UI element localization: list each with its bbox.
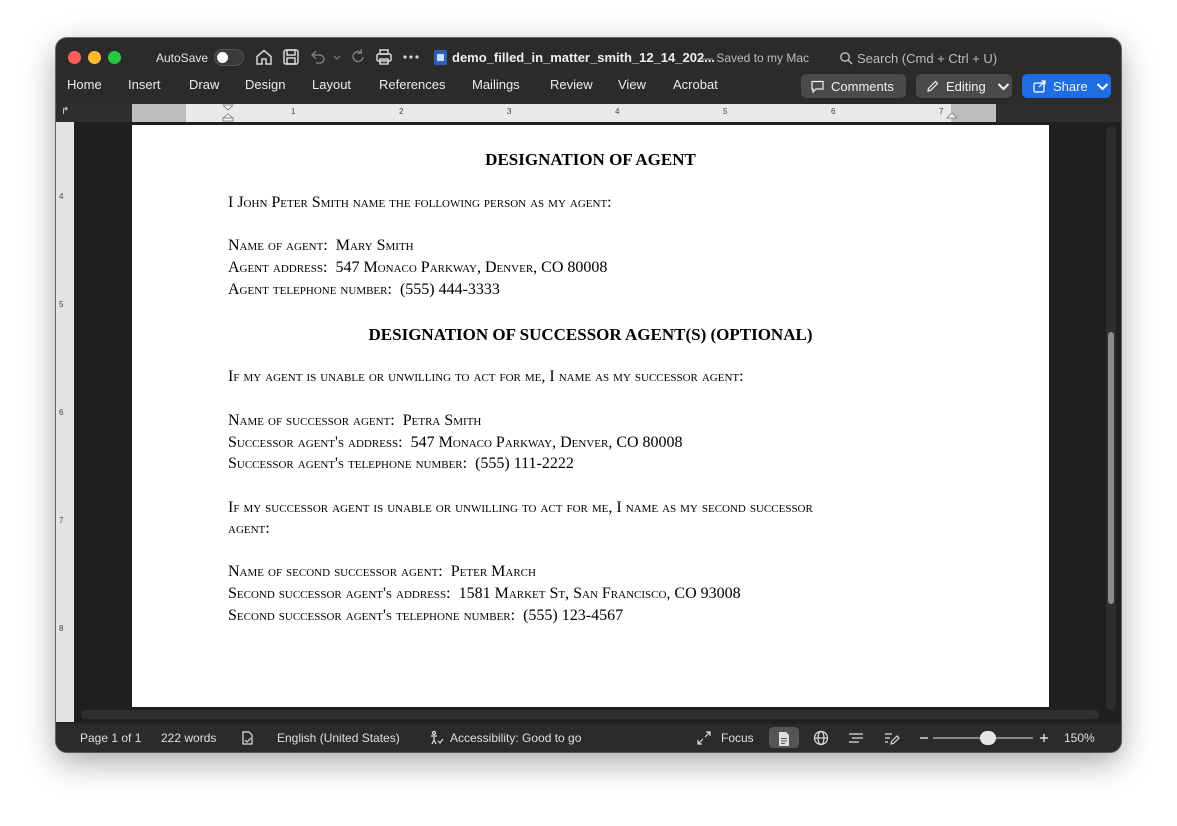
saved-status[interactable]: — Saved to my Mac (701, 51, 810, 65)
successor-address-label: Successor agent's address: (228, 434, 403, 451)
agent-name-label: Name of agent: (228, 237, 328, 254)
language-status[interactable]: English (United States) (277, 731, 400, 745)
successor-name-line (228, 412, 481, 430)
second-phone-line (228, 607, 623, 625)
ruler-number: 3 (507, 107, 512, 116)
ruler-number: 6 (831, 107, 836, 116)
editing-label: Editing (946, 79, 986, 94)
word-window (56, 38, 1121, 752)
chevron-down-icon (996, 79, 1011, 94)
agent-address-label: Agent address: (228, 259, 328, 276)
document-page[interactable] (132, 125, 1049, 707)
tab-insert[interactable]: Insert (128, 77, 161, 92)
second-name-value: Peter March (450, 563, 536, 580)
successor-phone-label: Successor agent's telephone number: (228, 455, 468, 472)
ruler-number: 2 (399, 107, 404, 116)
status-bar (56, 724, 1121, 752)
successor-name-label: Name of successor agent: (228, 412, 395, 429)
tab-references[interactable]: References (379, 77, 446, 92)
undo-icon[interactable] (308, 47, 328, 67)
ruler-text-area (186, 104, 996, 122)
toggle-knob (217, 52, 228, 63)
tab-acrobat[interactable]: Acrobat (673, 77, 718, 92)
second-address-line (228, 585, 741, 603)
successor-phone-value: (555) 111-2222 (475, 455, 574, 472)
tab-layout[interactable]: Layout (312, 77, 352, 92)
save-icon[interactable] (281, 47, 301, 67)
agent-name-value: Mary Smith (335, 237, 414, 254)
ruler-number: 4 (615, 107, 620, 116)
document-title[interactable]: demo_filled_in_matter_smith_12_14_202... (452, 50, 716, 65)
ruler-number: 7 (59, 516, 64, 525)
vertical-ruler[interactable] (56, 122, 74, 722)
ruler-number: 7 (939, 107, 944, 116)
tab-design[interactable]: Design (245, 77, 286, 92)
word-document-icon (434, 50, 447, 65)
print-layout-icon[interactable] (776, 731, 792, 747)
undo-dropdown-chevron-icon[interactable] (327, 47, 339, 67)
zoom-slider-thumb[interactable] (980, 731, 996, 745)
search-icon (839, 51, 853, 65)
agent-address-line (228, 259, 607, 277)
ruler-number: 8 (59, 624, 64, 633)
vertical-scrollbar[interactable] (1106, 126, 1116, 710)
editing-mode-button[interactable] (916, 74, 1012, 98)
document-canvas (74, 122, 1121, 722)
search-placeholder: Search (Cmd + Ctrl + U) (857, 51, 998, 66)
heading-designation-of-agent: DESIGNATION OF AGENT (485, 150, 696, 169)
successor-name-value: Petra Smith (402, 412, 482, 429)
word-count[interactable]: 222 words (161, 731, 217, 745)
tab-mailings[interactable]: Mailings (472, 77, 520, 92)
second-phone-value: (555) 123-4567 (523, 607, 624, 624)
successor-phone-line (228, 455, 574, 473)
successor-intro-text: If my agent is unable or unwilling to act for me, I name as my successor agent: (228, 368, 744, 385)
tab-view[interactable]: View (618, 77, 646, 92)
comment-icon (810, 79, 825, 94)
zoom-window-button[interactable] (108, 51, 121, 64)
tab-home[interactable]: Home (67, 77, 102, 92)
comments-button[interactable] (801, 74, 906, 98)
second-address-label: Second successor agent's address: (228, 585, 451, 602)
ruler-number: 6 (59, 408, 64, 417)
redo-icon[interactable] (348, 47, 368, 67)
agent-intro-text: I John Peter Smith name the following person as my agent: (228, 194, 612, 211)
outline-icon[interactable] (848, 730, 864, 746)
ruler-number: 1 (291, 107, 296, 116)
agent-phone-value: (555) 444-3333 (399, 281, 500, 298)
ruler-number: 5 (59, 300, 64, 309)
agent-address-value: 547 Monaco Parkway, Denver, CO 80008 (335, 259, 608, 276)
horizontal-scrollbar[interactable] (81, 710, 1099, 719)
share-label: Share (1053, 79, 1088, 94)
vertical-scrollbar-thumb[interactable] (1108, 332, 1114, 604)
agent-phone-label: Agent telephone number: (228, 281, 392, 298)
accessibility-icon[interactable] (428, 730, 444, 746)
ribbon-tabs (56, 74, 1121, 104)
home-icon[interactable] (254, 47, 274, 67)
ruler-number: 4 (59, 192, 64, 201)
focus-label[interactable]: Focus (721, 731, 754, 745)
horizontal-ruler[interactable] (56, 104, 1121, 122)
tab-stop-selector-icon[interactable]: ↱ (61, 106, 70, 117)
heading-successor-agents: DESIGNATION OF SUCCESSOR AGENT(S) (OPTIONAL) (368, 325, 813, 344)
autosave-label: AutoSave (156, 51, 209, 65)
ruler-number: 5 (723, 107, 728, 116)
ruler-left-margin (132, 104, 186, 122)
pencil-icon (925, 79, 940, 94)
agent-phone-line (228, 281, 500, 299)
share-button[interactable] (1022, 74, 1111, 98)
print-icon[interactable] (374, 47, 394, 67)
zoom-level[interactable]: 150% (1064, 731, 1095, 745)
close-window-button[interactable] (68, 51, 81, 64)
proofing-icon[interactable] (240, 730, 256, 746)
zoom-in-icon[interactable] (1036, 730, 1052, 746)
focus-icon[interactable] (696, 730, 712, 746)
page-count[interactable]: Page 1 of 1 (80, 731, 142, 745)
more-icon[interactable] (401, 47, 421, 67)
minimize-window-button[interactable] (88, 51, 101, 64)
indent-marker-icon[interactable] (222, 104, 234, 122)
second-address-value: 1581 Market St, San Francisco, CO 93008 (458, 585, 741, 602)
autosave-toggle[interactable] (214, 49, 244, 66)
second-name-label: Name of second successor agent: (228, 563, 443, 580)
agent-name-line (228, 237, 414, 255)
title-bar (56, 38, 1121, 74)
tab-draw[interactable]: Draw (189, 77, 220, 92)
zoom-out-icon[interactable] (916, 730, 932, 746)
right-indent-marker-icon[interactable] (946, 112, 958, 122)
successor-address-line (228, 434, 683, 452)
tab-review[interactable]: Review (550, 77, 593, 92)
chevron-down-icon (1095, 79, 1110, 94)
accessibility-status[interactable]: Accessibility: Good to go (450, 731, 582, 745)
comments-label: Comments (831, 79, 894, 94)
second-successor-intro-line2: agent: (228, 520, 270, 537)
second-name-line (228, 563, 536, 581)
web-layout-icon[interactable] (813, 730, 829, 746)
successor-address-value: 547 Monaco Parkway, Denver, CO 80008 (410, 434, 683, 451)
share-icon (1032, 79, 1047, 94)
second-phone-label: Second successor agent's telephone number: (228, 607, 516, 624)
draft-icon[interactable] (884, 730, 900, 746)
second-successor-intro-line1: If my successor agent is unable or unwilling to act for me, I name as my second successor (228, 499, 813, 516)
